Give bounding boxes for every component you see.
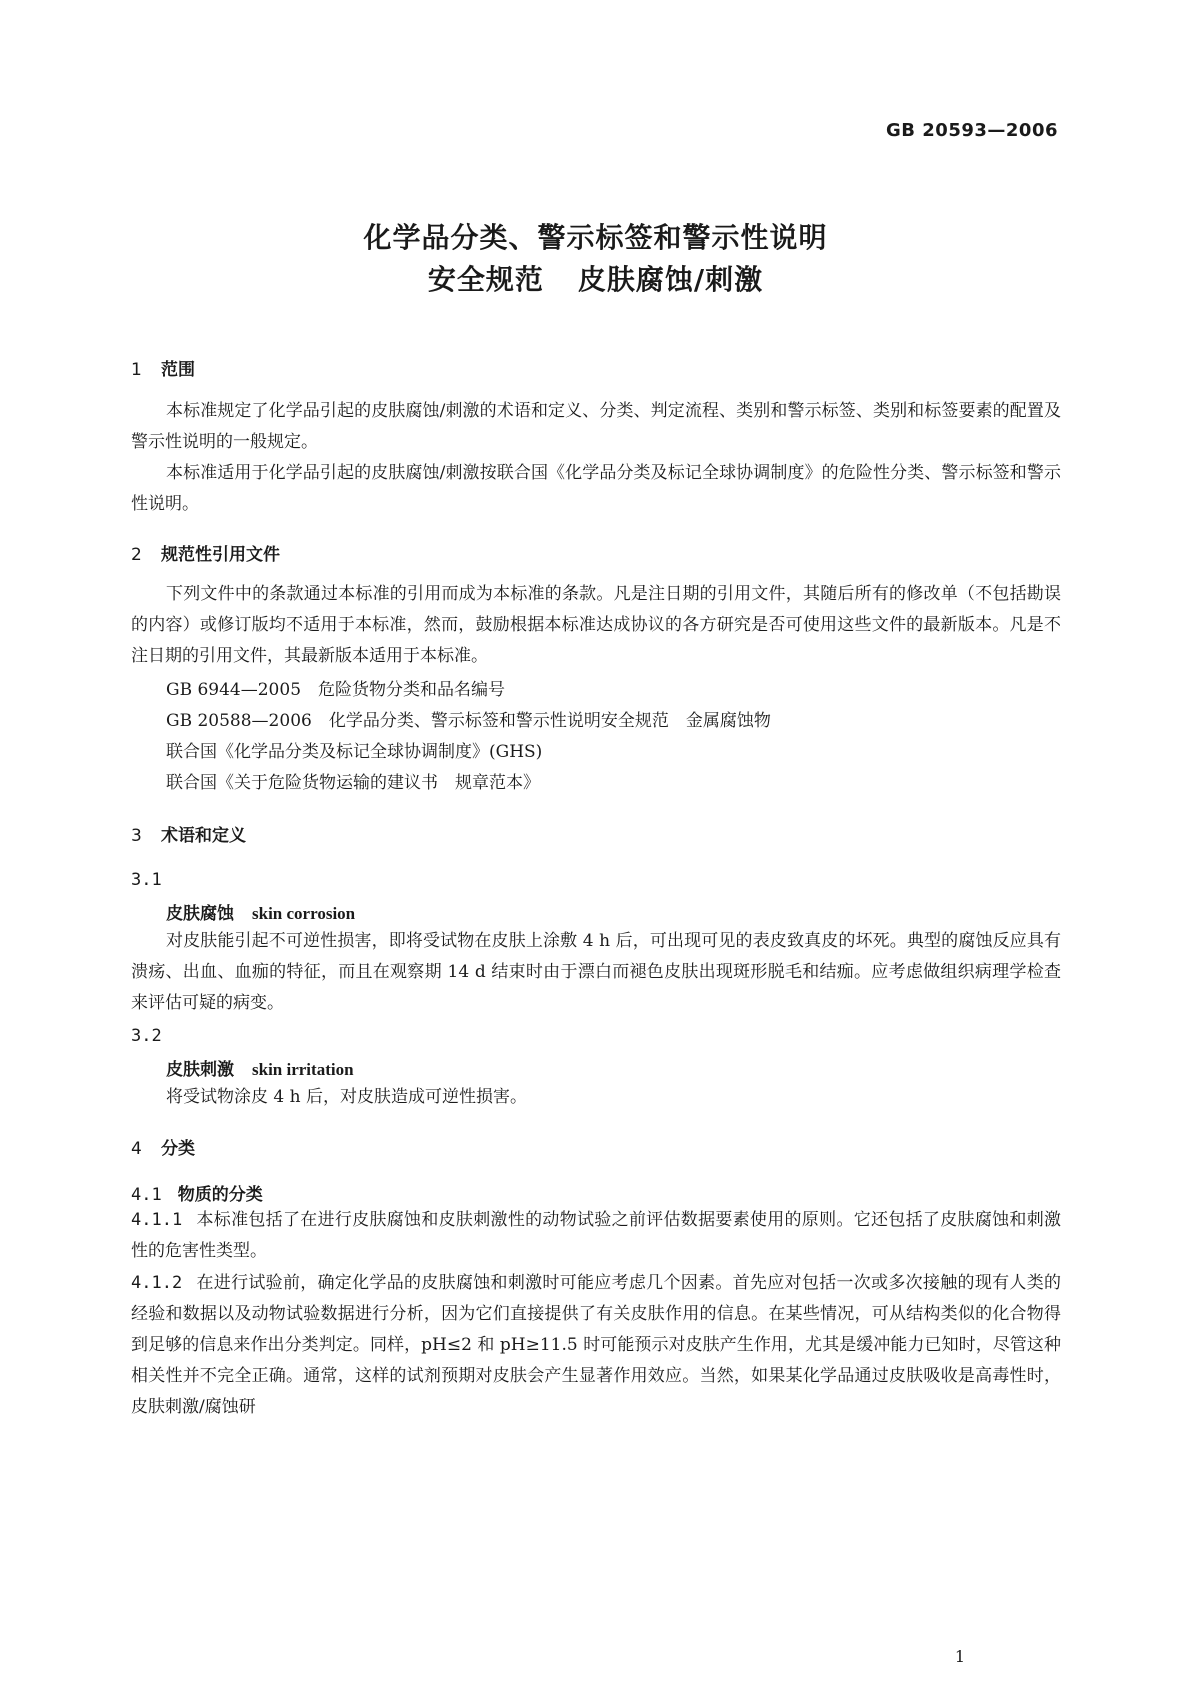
term-skin-corrosion xyxy=(166,899,355,924)
term-en: skin irritation xyxy=(252,1060,354,1079)
clause-text: 本标准包括了在进行皮肤腐蚀和皮肤刺激性的动物试验之前评估数据要素使用的原则。它还包括了皮肤腐蚀和刺激性的危害性类型。 xyxy=(131,1210,1061,1261)
section-3-number: 3 xyxy=(131,826,142,846)
section-4-heading xyxy=(131,1134,195,1159)
clause-number: 4.1.1 xyxy=(131,1210,183,1230)
section-4-title: 分类 xyxy=(161,1139,195,1159)
clause-text: 在进行试验前，确定化学品的皮肤腐蚀和刺激时可能应考虑几个因素。首先应对包括一次或多次接触的现有人类的经验和数据以及动物试验数据进行分析，因为它们直接提供了有关皮肤作用的信息。在某些情况，可从结构类似的化合物得到足够的信息来作出分类判定。同样，pH≤2 和 pH≥11.5 时可能预示对皮肤产生作用，尤其是缓冲能力已知时，尽管这种相关性并不完全正确。通常，这样的试剂预期对皮肤会产生显著作用效应。当然，如果某化学品通过皮肤吸收是高毒性时，皮肤刺激/腐蚀研 xyxy=(131,1273,1061,1417)
subsection-4-1-number: 4.1 xyxy=(131,1185,162,1205)
section-2-heading xyxy=(131,540,280,565)
section-1-number: 1 xyxy=(131,360,142,380)
definition-skin-corrosion: 对皮肤能引起不可逆性损害，即将受试物在皮肤上涂敷 4 h 后，可出现可见的表皮致真皮的坏死。典型的腐蚀反应具有溃疡、出血、血痂的特征，而且在观察期 14 d 结束时由于漂白而褪色皮肤出现斑形脱毛和结痂。应考虑做组织病理学检查来评估可疑的病变。 xyxy=(131,931,1061,1013)
section-1-paragraph-1: 本标准规定了化学品引起的皮肤腐蚀/刺激的术语和定义、分类、判定流程、类别和警示标签、类别和标签要素的配置及警示性说明的一般规定。 xyxy=(131,401,1061,452)
clause-4-1-1 xyxy=(131,1205,1061,1267)
term-cn: 皮肤刺激 xyxy=(166,1060,234,1080)
document-title-line-1: 化学品分类、警示标签和警示性说明 xyxy=(363,221,828,254)
section-2-title: 规范性引用文件 xyxy=(161,545,280,565)
term-en: skin corrosion xyxy=(252,904,356,923)
reference-item: GB 20588—2006 化学品分类、警示标签和警示性说明安全规范 金属腐蚀物 xyxy=(166,711,771,731)
term-skin-irritation xyxy=(166,1055,354,1080)
standard-code: GB 20593—2006 xyxy=(886,120,1058,141)
clause-3-2-number: 3.2 xyxy=(131,1026,162,1046)
definition-skin-irritation: 将受试物涂皮 4 h 后，对皮肤造成可逆性损害。 xyxy=(166,1087,527,1107)
reference-item: 联合国《化学品分类及标记全球协调制度》(GHS) xyxy=(166,742,543,762)
document-title-part-b: 皮肤腐蚀/刺激 xyxy=(577,263,764,296)
section-1-title: 范围 xyxy=(161,360,195,380)
section-2-paragraph-1: 下列文件中的条款通过本标准的引用而成为本标准的条款。凡是注日期的引用文件，其随后所有的修改单（不包括勘误的内容）或修订版均不适用于本标准，然而，鼓励根据本标准达成协议的各方研究是否可使用这些文件的最新版本。凡是不注日期的引用文件，其最新版本适用于本标准。 xyxy=(131,584,1061,666)
document-title-line-2 xyxy=(0,258,1191,298)
section-2-number: 2 xyxy=(131,545,142,565)
page-number: 1 xyxy=(954,1647,965,1666)
clause-3-1-number: 3.1 xyxy=(131,870,162,890)
subsection-4-1-title: 物质的分类 xyxy=(177,1185,263,1205)
section-3-title: 术语和定义 xyxy=(161,826,246,846)
section-4-number: 4 xyxy=(131,1139,142,1159)
section-3-heading xyxy=(131,821,246,846)
term-cn: 皮肤腐蚀 xyxy=(166,904,234,924)
subsection-4-1-heading xyxy=(131,1180,263,1205)
clause-4-1-2 xyxy=(131,1268,1061,1423)
reference-item: 联合国《关于危险货物运输的建议书 规章范本》 xyxy=(166,773,540,793)
section-1-paragraph-2: 本标准适用于化学品引起的皮肤腐蚀/刺激按联合国《化学品分类及标记全球协调制度》的危险性分类、警示标签和警示性说明。 xyxy=(131,463,1061,514)
reference-item: GB 6944—2005 危险货物分类和品名编号 xyxy=(166,680,506,700)
clause-number: 4.1.2 xyxy=(131,1273,183,1293)
document-title-part-a: 安全规范 xyxy=(427,263,544,296)
section-1-heading xyxy=(131,355,195,380)
